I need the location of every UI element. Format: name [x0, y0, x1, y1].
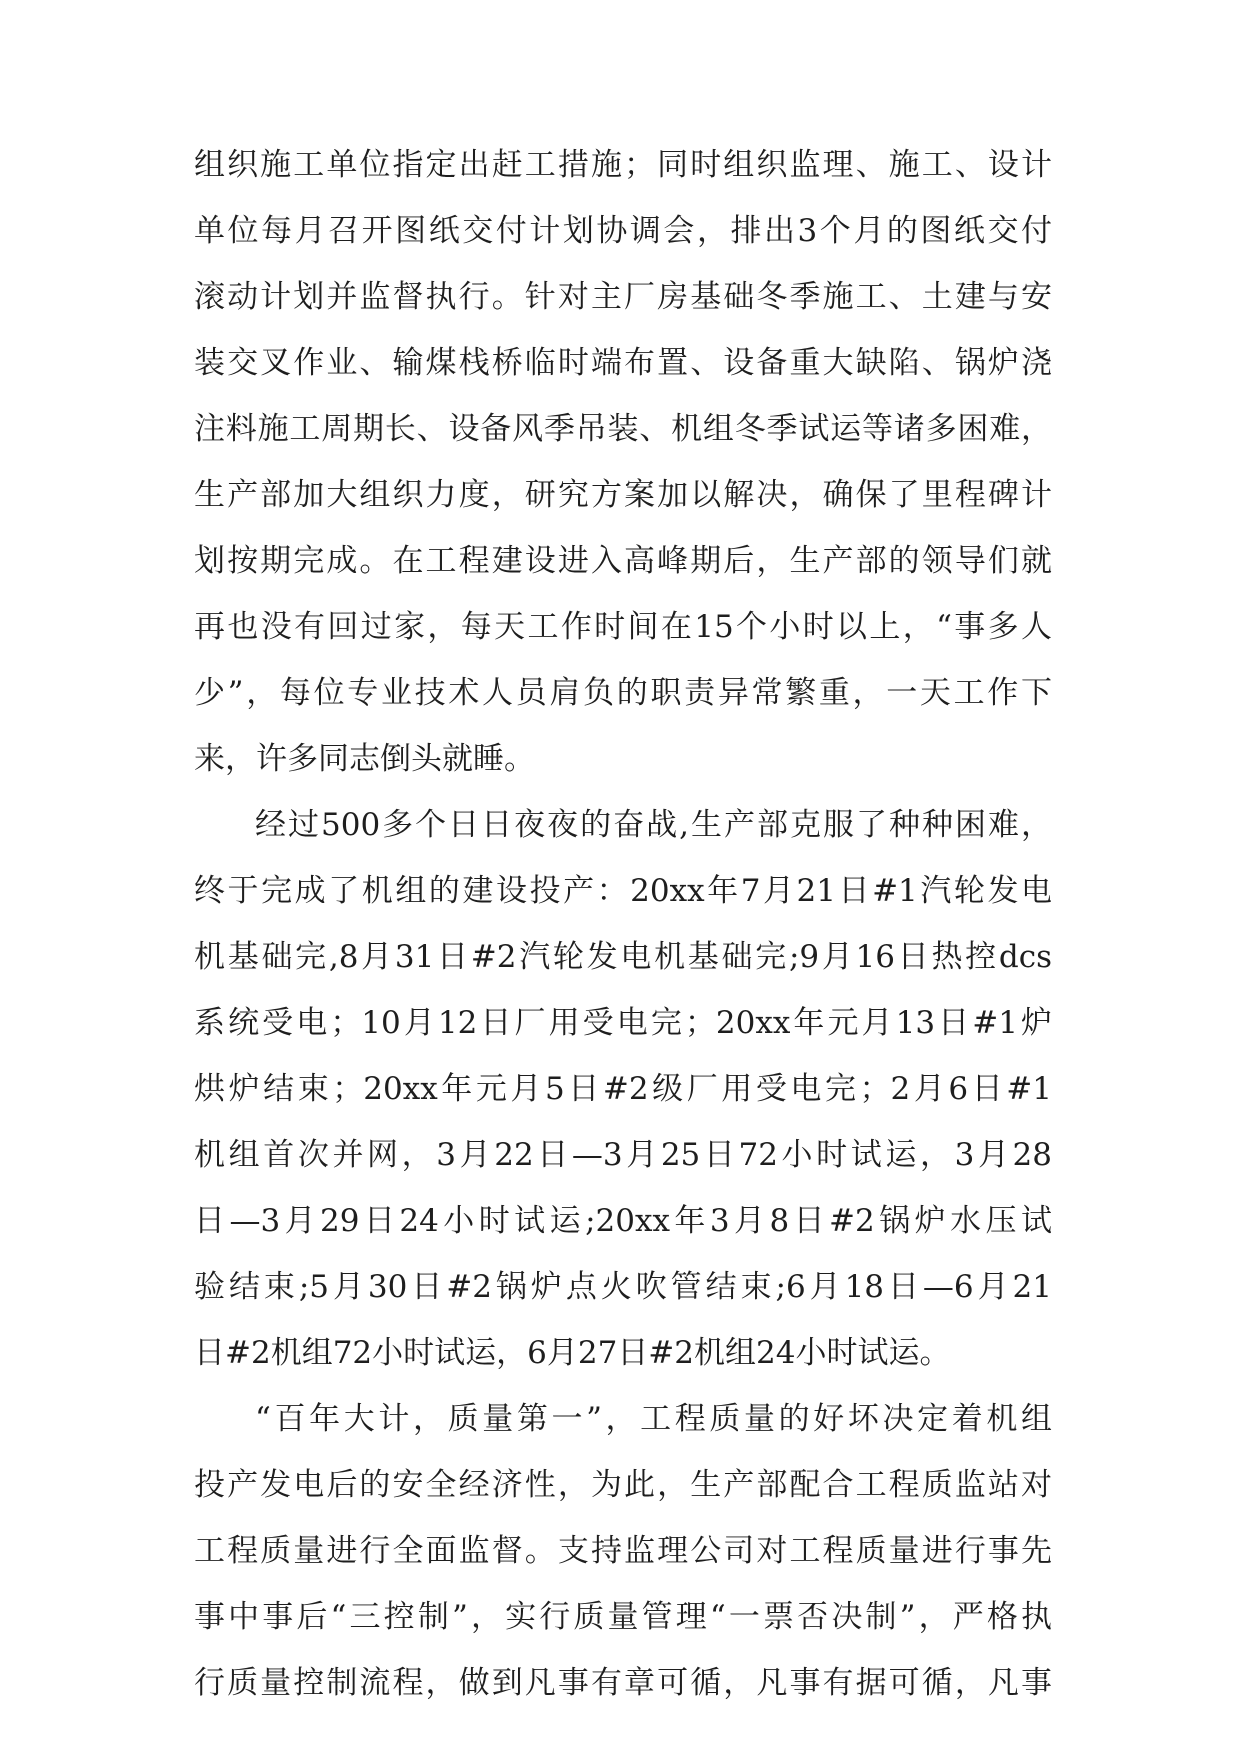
text-line: 终于完成了机组的建设投产：20xx年7月21日#1汽轮发电 — [194, 873, 1052, 909]
text-line: 单位每月召开图纸交付计划协调会，排出3个月的图纸交付 — [194, 213, 1052, 249]
text-line: 注料施工周期长、设备风季吊装、机组冬季试运等诸多困难， — [194, 411, 1052, 447]
paragraph-first-line: “百年大计，质量第一”，工程质量的好坏决定着机组 — [255, 1401, 1052, 1437]
text-line: 机组首次并网，3月22日—3月25日72小时试运，3月28 — [194, 1137, 1052, 1173]
text-line: 烘炉结束；20xx年元月5日#2级厂用受电完；2月6日#1 — [194, 1071, 1052, 1107]
text-line: 划按期完成。在工程建设进入高峰期后，生产部的领导们就 — [194, 543, 1052, 579]
text-line: 工程质量进行全面监督。支持监理公司对工程质量进行事先 — [194, 1533, 1052, 1569]
text-line: 日#2机组72小时试运，6月27日#2机组24小时试运。 — [194, 1335, 951, 1371]
text-line: 日—3月29日24小时试运;20xx年3月8日#2锅炉水压试 — [194, 1203, 1052, 1239]
text-line: 生产部加大组织力度，研究方案加以解决，确保了里程碑计 — [194, 477, 1052, 513]
text-line: 组织施工单位指定出赶工措施；同时组织监理、施工、设计 — [194, 147, 1052, 183]
text-line: 事中事后“三控制”，实行质量管理“一票否决制”，严格执 — [194, 1599, 1052, 1635]
text-line: 系统受电；10月12日厂用受电完；20xx年元月13日#1炉 — [194, 1005, 1052, 1041]
text-line: 机基础完,8月31日#2汽轮发电机基础完;9月16日热控dcs — [194, 939, 1052, 975]
paragraph-first-line: 经过500多个日日夜夜的奋战,生产部克服了种种困难， — [255, 807, 1052, 843]
text-line: 少”，每位专业技术人员肩负的职责异常繁重，一天工作下 — [194, 675, 1052, 711]
text-line: 投产发电后的安全经济性，为此，生产部配合工程质监站对 — [194, 1467, 1052, 1503]
text-line: 再也没有回过家，每天工作时间在15个小时以上，“事多人 — [194, 609, 1052, 645]
text-line: 行质量控制流程，做到凡事有章可循，凡事有据可循，凡事 — [194, 1665, 1052, 1701]
text-line: 验结束;5月30日#2锅炉点火吹管结束;6月18日—6月21 — [194, 1269, 1052, 1305]
text-line: 来，许多同志倒头就睡。 — [194, 741, 535, 777]
text-line: 滚动计划并监督执行。针对主厂房基础冬季施工、土建与安 — [194, 279, 1052, 315]
text-line: 装交叉作业、输煤栈桥临时端布置、设备重大缺陷、锅炉浇 — [194, 345, 1052, 381]
